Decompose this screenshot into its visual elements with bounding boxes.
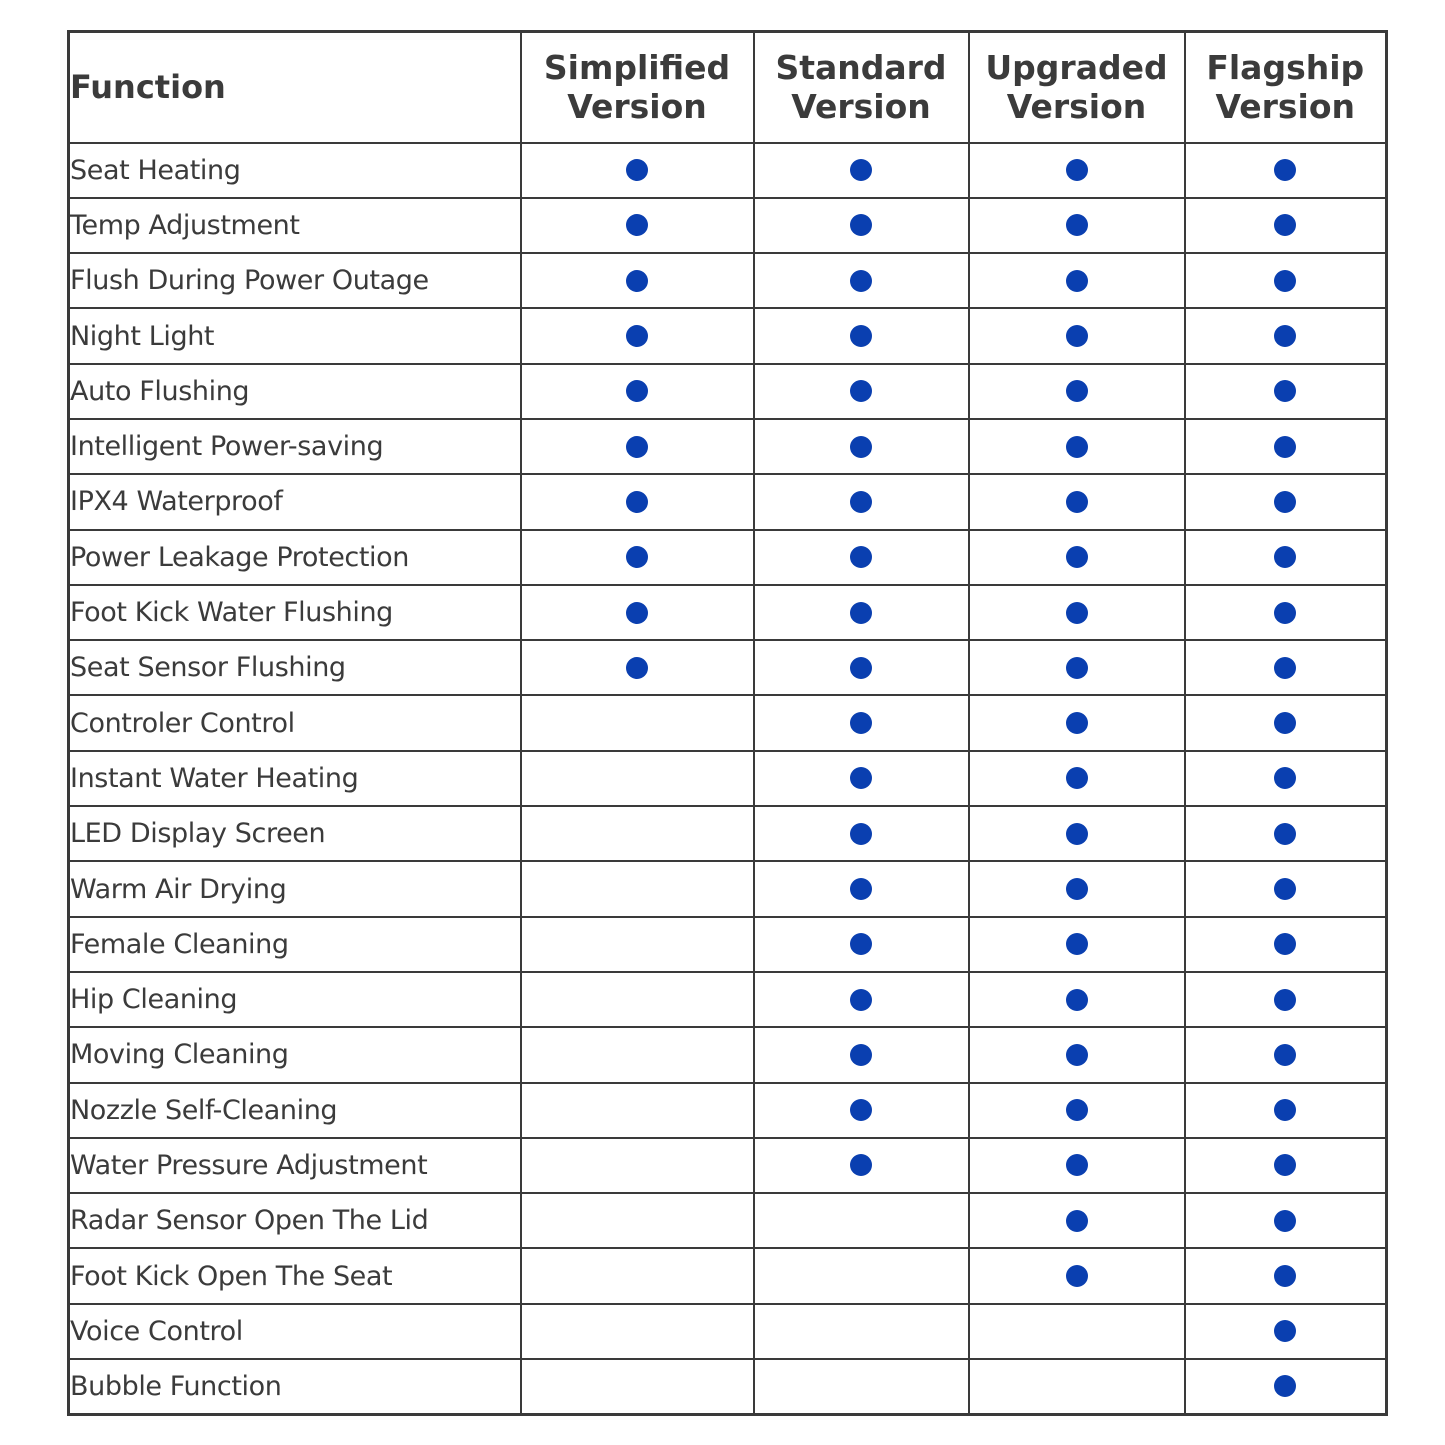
table-row [69,253,1387,308]
mark-cell-simplified [521,751,754,806]
mark-cell-standard [754,198,969,253]
included-dot-icon [850,767,872,789]
included-dot-icon [850,270,872,292]
table-row [69,861,1387,916]
included-dot-icon [850,380,872,402]
function-name-cell: Auto Flushing [69,364,521,419]
mark-cell-standard [754,1083,969,1138]
function-name-cell: Female Cleaning [69,917,521,972]
function-column-header: Function [69,32,521,143]
mark-cell-simplified [521,861,754,916]
function-name-cell: Bubble Function [69,1359,521,1414]
included-dot-icon [850,1154,872,1176]
mark-cell-standard [754,474,969,529]
included-dot-icon [1066,380,1088,402]
function-name-cell: Moving Cleaning [69,1027,521,1082]
function-name-cell: Intelligent Power-saving [69,419,521,474]
mark-cell-simplified [521,1027,754,1082]
mark-cell-upgraded [969,198,1185,253]
included-dot-icon [626,546,648,568]
table-row [69,1193,1387,1248]
mark-cell-standard [754,861,969,916]
mark-cell-flagship [1185,1304,1387,1359]
included-dot-icon [626,602,648,624]
mark-cell-simplified [521,1138,754,1193]
included-dot-icon [1066,325,1088,347]
table-row [69,806,1387,861]
mark-cell-simplified [521,640,754,695]
function-name-cell: Temp Adjustment [69,198,521,253]
mark-cell-standard [754,751,969,806]
mark-cell-upgraded [969,1083,1185,1138]
included-dot-icon [1066,602,1088,624]
included-dot-icon [1274,1044,1296,1066]
mark-cell-upgraded [969,917,1185,972]
included-dot-icon [850,159,872,181]
mark-cell-standard [754,695,969,750]
table-row [69,419,1387,474]
included-dot-icon [850,823,872,845]
mark-cell-flagship [1185,143,1387,198]
mark-cell-flagship [1185,253,1387,308]
included-dot-icon [850,325,872,347]
mark-cell-upgraded [969,143,1185,198]
mark-cell-upgraded [969,1304,1185,1359]
mark-cell-standard [754,806,969,861]
mark-cell-standard [754,917,969,972]
function-name-cell: Seat Sensor Flushing [69,640,521,695]
function-name-cell: Night Light [69,308,521,363]
mark-cell-simplified [521,1193,754,1248]
included-dot-icon [1066,712,1088,734]
mark-cell-upgraded [969,1193,1185,1248]
function-name-cell: Nozzle Self-Cleaning [69,1083,521,1138]
included-dot-icon [626,159,648,181]
version-header-line1: Simplified [543,48,731,88]
table-row [69,143,1387,198]
included-dot-icon [1274,1099,1296,1121]
mark-cell-flagship [1185,917,1387,972]
included-dot-icon [1274,989,1296,1011]
function-name-cell: Flush During Power Outage [69,253,521,308]
version-header-line2: Version [791,87,931,127]
included-dot-icon [1066,878,1088,900]
included-dot-icon [850,436,872,458]
mark-cell-simplified [521,1248,754,1303]
mark-cell-standard [754,364,969,419]
mark-cell-simplified [521,198,754,253]
table-row [69,585,1387,640]
included-dot-icon [850,214,872,236]
included-dot-icon [1274,325,1296,347]
included-dot-icon [1274,214,1296,236]
included-dot-icon [1274,1210,1296,1232]
included-dot-icon [626,325,648,347]
included-dot-icon [1274,380,1296,402]
included-dot-icon [1274,823,1296,845]
included-dot-icon [1274,1154,1296,1176]
mark-cell-standard [754,308,969,363]
mark-cell-flagship [1185,474,1387,529]
mark-cell-standard [754,143,969,198]
mark-cell-upgraded [969,530,1185,585]
mark-cell-flagship [1185,751,1387,806]
included-dot-icon [1066,933,1088,955]
version-header-line2: Version [1215,87,1355,127]
mark-cell-standard [754,1304,969,1359]
mark-cell-flagship [1185,419,1387,474]
mark-cell-flagship [1185,364,1387,419]
included-dot-icon [626,491,648,513]
mark-cell-flagship [1185,1083,1387,1138]
mark-cell-upgraded [969,751,1185,806]
mark-cell-simplified [521,530,754,585]
included-dot-icon [1274,1265,1296,1287]
included-dot-icon [1066,159,1088,181]
mark-cell-simplified [521,308,754,363]
included-dot-icon [850,1099,872,1121]
version-header-standard [754,32,969,143]
mark-cell-simplified [521,143,754,198]
included-dot-icon [850,657,872,679]
included-dot-icon [1066,1265,1088,1287]
mark-cell-flagship [1185,308,1387,363]
version-header-line2: Version [1006,87,1147,127]
included-dot-icon [1274,546,1296,568]
mark-cell-upgraded [969,861,1185,916]
included-dot-icon [1274,270,1296,292]
mark-cell-simplified [521,806,754,861]
included-dot-icon [626,436,648,458]
table-row [69,1248,1387,1303]
function-name-cell: Hip Cleaning [69,972,521,1027]
included-dot-icon [1274,657,1296,679]
included-dot-icon [1274,933,1296,955]
mark-cell-upgraded [969,1027,1185,1082]
version-header-flagship [1185,32,1387,143]
included-dot-icon [1066,436,1088,458]
mark-cell-flagship [1185,1359,1387,1414]
mark-cell-simplified [521,364,754,419]
mark-cell-standard [754,585,969,640]
function-name-cell: Controler Control [69,695,521,750]
included-dot-icon [850,1044,872,1066]
table-row [69,530,1387,585]
mark-cell-simplified [521,253,754,308]
mark-cell-flagship [1185,1248,1387,1303]
function-name-cell: LED Display Screen [69,806,521,861]
mark-cell-flagship [1185,640,1387,695]
function-name-cell: Foot Kick Water Flushing [69,585,521,640]
function-name-cell: IPX4 Waterproof [69,474,521,529]
included-dot-icon [1066,657,1088,679]
table-row [69,972,1387,1027]
included-dot-icon [850,933,872,955]
mark-cell-standard [754,253,969,308]
mark-cell-standard [754,1248,969,1303]
mark-cell-upgraded [969,585,1185,640]
mark-cell-standard [754,419,969,474]
mark-cell-standard [754,640,969,695]
mark-cell-upgraded [969,640,1185,695]
included-dot-icon [1274,491,1296,513]
included-dot-icon [1274,767,1296,789]
table-row [69,198,1387,253]
version-header-upgraded [969,32,1185,143]
mark-cell-upgraded [969,1359,1185,1414]
included-dot-icon [1066,214,1088,236]
included-dot-icon [1274,602,1296,624]
mark-cell-standard [754,530,969,585]
mark-cell-standard [754,1359,969,1414]
table-row [69,640,1387,695]
mark-cell-upgraded [969,1248,1185,1303]
included-dot-icon [1066,491,1088,513]
mark-cell-standard [754,1138,969,1193]
table-row [69,695,1387,750]
table-row [69,917,1387,972]
table-row [69,364,1387,419]
included-dot-icon [1066,1044,1088,1066]
function-name-cell: Warm Air Drying [69,861,521,916]
mark-cell-flagship [1185,1138,1387,1193]
table-row [69,1304,1387,1359]
included-dot-icon [850,491,872,513]
mark-cell-upgraded [969,474,1185,529]
mark-cell-upgraded [969,972,1185,1027]
included-dot-icon [850,878,872,900]
mark-cell-flagship [1185,198,1387,253]
mark-cell-flagship [1185,972,1387,1027]
included-dot-icon [1066,767,1088,789]
table-row [69,1138,1387,1193]
mark-cell-upgraded [969,419,1185,474]
mark-cell-standard [754,1193,969,1248]
mark-cell-simplified [521,972,754,1027]
included-dot-icon [1066,1154,1088,1176]
function-name-cell: Voice Control [69,1304,521,1359]
mark-cell-flagship [1185,861,1387,916]
mark-cell-flagship [1185,585,1387,640]
mark-cell-flagship [1185,1027,1387,1082]
table-body [69,143,1387,1415]
included-dot-icon [1274,1375,1296,1397]
mark-cell-upgraded [969,1138,1185,1193]
included-dot-icon [1066,1099,1088,1121]
mark-cell-upgraded [969,308,1185,363]
table-row [69,474,1387,529]
feature-comparison-table [67,30,1388,1416]
included-dot-icon [626,214,648,236]
mark-cell-simplified [521,1083,754,1138]
mark-cell-standard [754,972,969,1027]
included-dot-icon [626,270,648,292]
mark-cell-simplified [521,1359,754,1414]
mark-cell-flagship [1185,1193,1387,1248]
included-dot-icon [626,657,648,679]
included-dot-icon [1066,989,1088,1011]
included-dot-icon [1274,1320,1296,1342]
comparison-table-wrapper [67,30,1388,1416]
mark-cell-standard [754,1027,969,1082]
mark-cell-simplified [521,585,754,640]
function-name-cell: Water Pressure Adjustment [69,1138,521,1193]
function-name-cell: Foot Kick Open The Seat [69,1248,521,1303]
version-header-line2: Version [567,87,707,127]
version-header-simplified [521,32,754,143]
included-dot-icon [1274,159,1296,181]
included-dot-icon [850,602,872,624]
mark-cell-flagship [1185,530,1387,585]
mark-cell-flagship [1185,695,1387,750]
included-dot-icon [1066,1210,1088,1232]
included-dot-icon [1274,712,1296,734]
table-row [69,1083,1387,1138]
mark-cell-simplified [521,419,754,474]
included-dot-icon [850,989,872,1011]
included-dot-icon [1274,878,1296,900]
mark-cell-flagship [1185,806,1387,861]
mark-cell-simplified [521,1304,754,1359]
version-header-line1: Upgraded [985,48,1168,88]
version-header-line1: Standard [775,48,947,88]
table-row [69,751,1387,806]
mark-cell-upgraded [969,806,1185,861]
table-row [69,1359,1387,1414]
header-row [69,32,1387,143]
mark-cell-simplified [521,917,754,972]
table-row [69,1027,1387,1082]
included-dot-icon [850,546,872,568]
function-name-cell: Instant Water Heating [69,751,521,806]
included-dot-icon [1066,546,1088,568]
function-name-cell: Seat Heating [69,143,521,198]
function-name-cell: Radar Sensor Open The Lid [69,1193,521,1248]
function-name-cell: Power Leakage Protection [69,530,521,585]
mark-cell-upgraded [969,364,1185,419]
included-dot-icon [850,712,872,734]
included-dot-icon [1274,436,1296,458]
mark-cell-simplified [521,474,754,529]
included-dot-icon [626,380,648,402]
included-dot-icon [1066,823,1088,845]
table-row [69,308,1387,363]
mark-cell-upgraded [969,695,1185,750]
mark-cell-simplified [521,695,754,750]
mark-cell-upgraded [969,253,1185,308]
included-dot-icon [1066,270,1088,292]
version-header-line1: Flagship [1206,48,1365,88]
